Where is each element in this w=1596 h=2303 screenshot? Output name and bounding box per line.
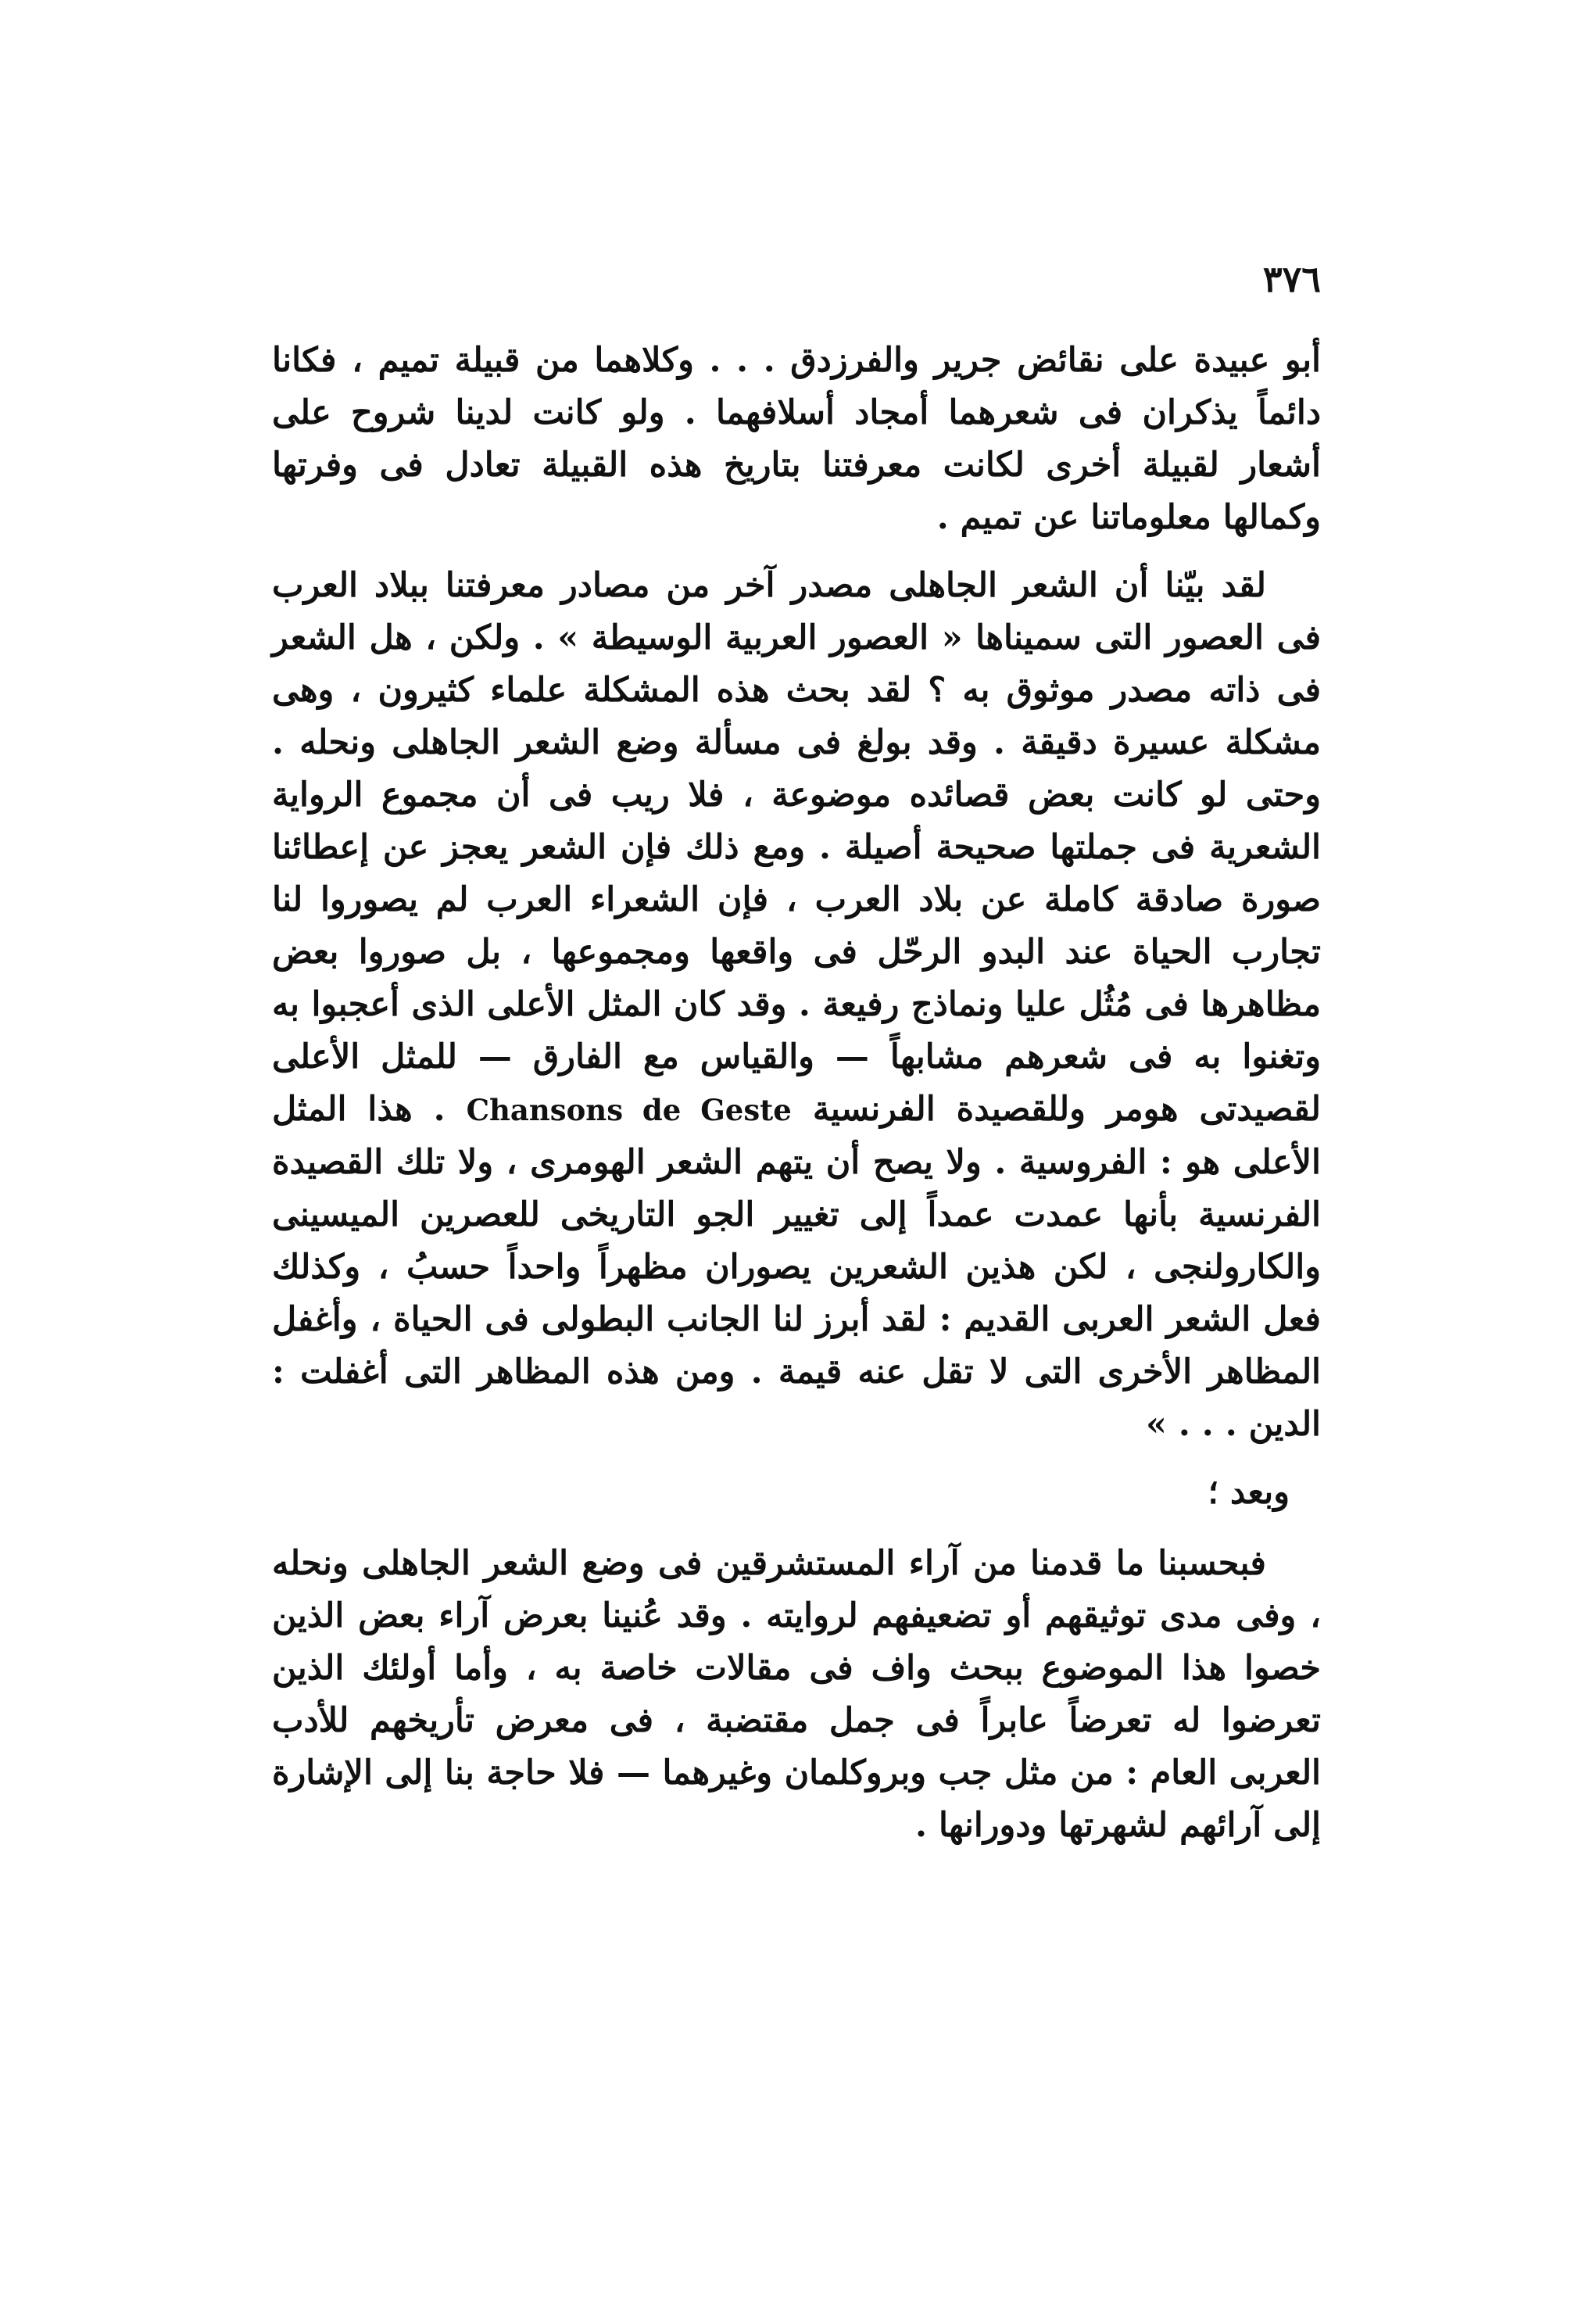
paragraph-1: أبو عبيدة على نقائض جرير والفرزدق . . . وكلاهما من قبيلة تميم ، فكانا دائماً يذكران فى شعرهما أمجاد أسلافهما . ولو كانت لدينا شروح على أشعار لقبيلة أخرى لكانت معرفتنا بتاريخ هذه القبيلة تعادل فى وفرتها وكمالها معلوماتنا عن تميم . xyxy=(272,341,1321,537)
paragraph-2-text-after: . هذا المثل الأعلى هو : الفروسية . ولا يصح أن يتهم الشعر الهومرى ، ولا تلك القصيدة الفرنسية بأنها عمدت عمداً إلى تغيير الجو التاريخى للعصرين الميسينى والكارولنجى ، لكن هذين الشعرين يصوران مظهراً واحداً حسبُ ، وكذلك فعل الشعر العربى القديم : لقد أبرز لنا الجانب البطولى فى الحياة ، وأغفل المظاهر الأخرى التى لا تقل عنه قيمة . ومن هذه المظاهر التى أغفلت : الدين . . . » xyxy=(272,1090,1321,1444)
page-number: ٣٧٦ xyxy=(1262,258,1321,300)
chansons-de-geste-term: Chansons de Geste xyxy=(466,1093,792,1127)
body-text xyxy=(272,335,1321,1852)
paragraph-2-text-before: لقد بيّنا أن الشعر الجاهلى مصدر آخر من مصادر معرفتنا ببلاد العرب فى العصور التى سميناها « العصور العربية الوسيطة » . ولكن ، هل الشعر فى ذاته مصدر موثوق به ؟ لقد بحث هذه المشكلة علماء كثيرون ، وهى مشكلة عسيرة دقيقة . وقد بولغ فى مسألة وضع الشعر الجاهلى ونحله . وحتى لو كانت بعض قصائده موضوعة ، فلا ريب فى أن مجموع الرواية الشعرية فى جملتها صحيحة أصيلة . ومع ذلك فإن الشعر يعجز عن إعطائنا صورة صادقة كاملة عن بلاد العرب ، فإن الشعراء العرب لم يصوروا لنا تجارب الحياة عند البدو الرحّل فى واقعها ومجموعها ، بل صوروا بعض مظاهرها فى مُثُل عليا ونماذج رفيعة . وقد كان المثل الأعلى الذى أعجبوا به وتغنوا به فى شعرهم مشابهاً — والقياس مع الفارق — للمثل الأعلى لقصيدتى هومر وللقصيدة الفرنسية xyxy=(272,566,1321,1129)
paragraph-2 xyxy=(272,560,1321,1451)
paragraph-3: وبعد ؛ xyxy=(1208,1473,1290,1512)
paragraph-4: فبحسبنا ما قدمنا من آراء المستشرقين فى وضع الشعر الجاهلى ونحله ، وفى مدى توثيقهم أو تضعيفهم لروايته . وقد عُنينا بعرض آراء بعض الذين خصوا هذا الموضوع ببحث واف فى مقالات خاصة به ، وأما أولئك الذين تعرضوا له تعرضاً عابراً فى جمل مقتضبة ، فى معرض تأريخهم للأدب العربى العام : من مثل جب وبروكلمان وغيرهما — فلا حاجة بنا إلى الإشارة إلى آرائهم لشهرتها ودورانها . xyxy=(272,1544,1321,1845)
